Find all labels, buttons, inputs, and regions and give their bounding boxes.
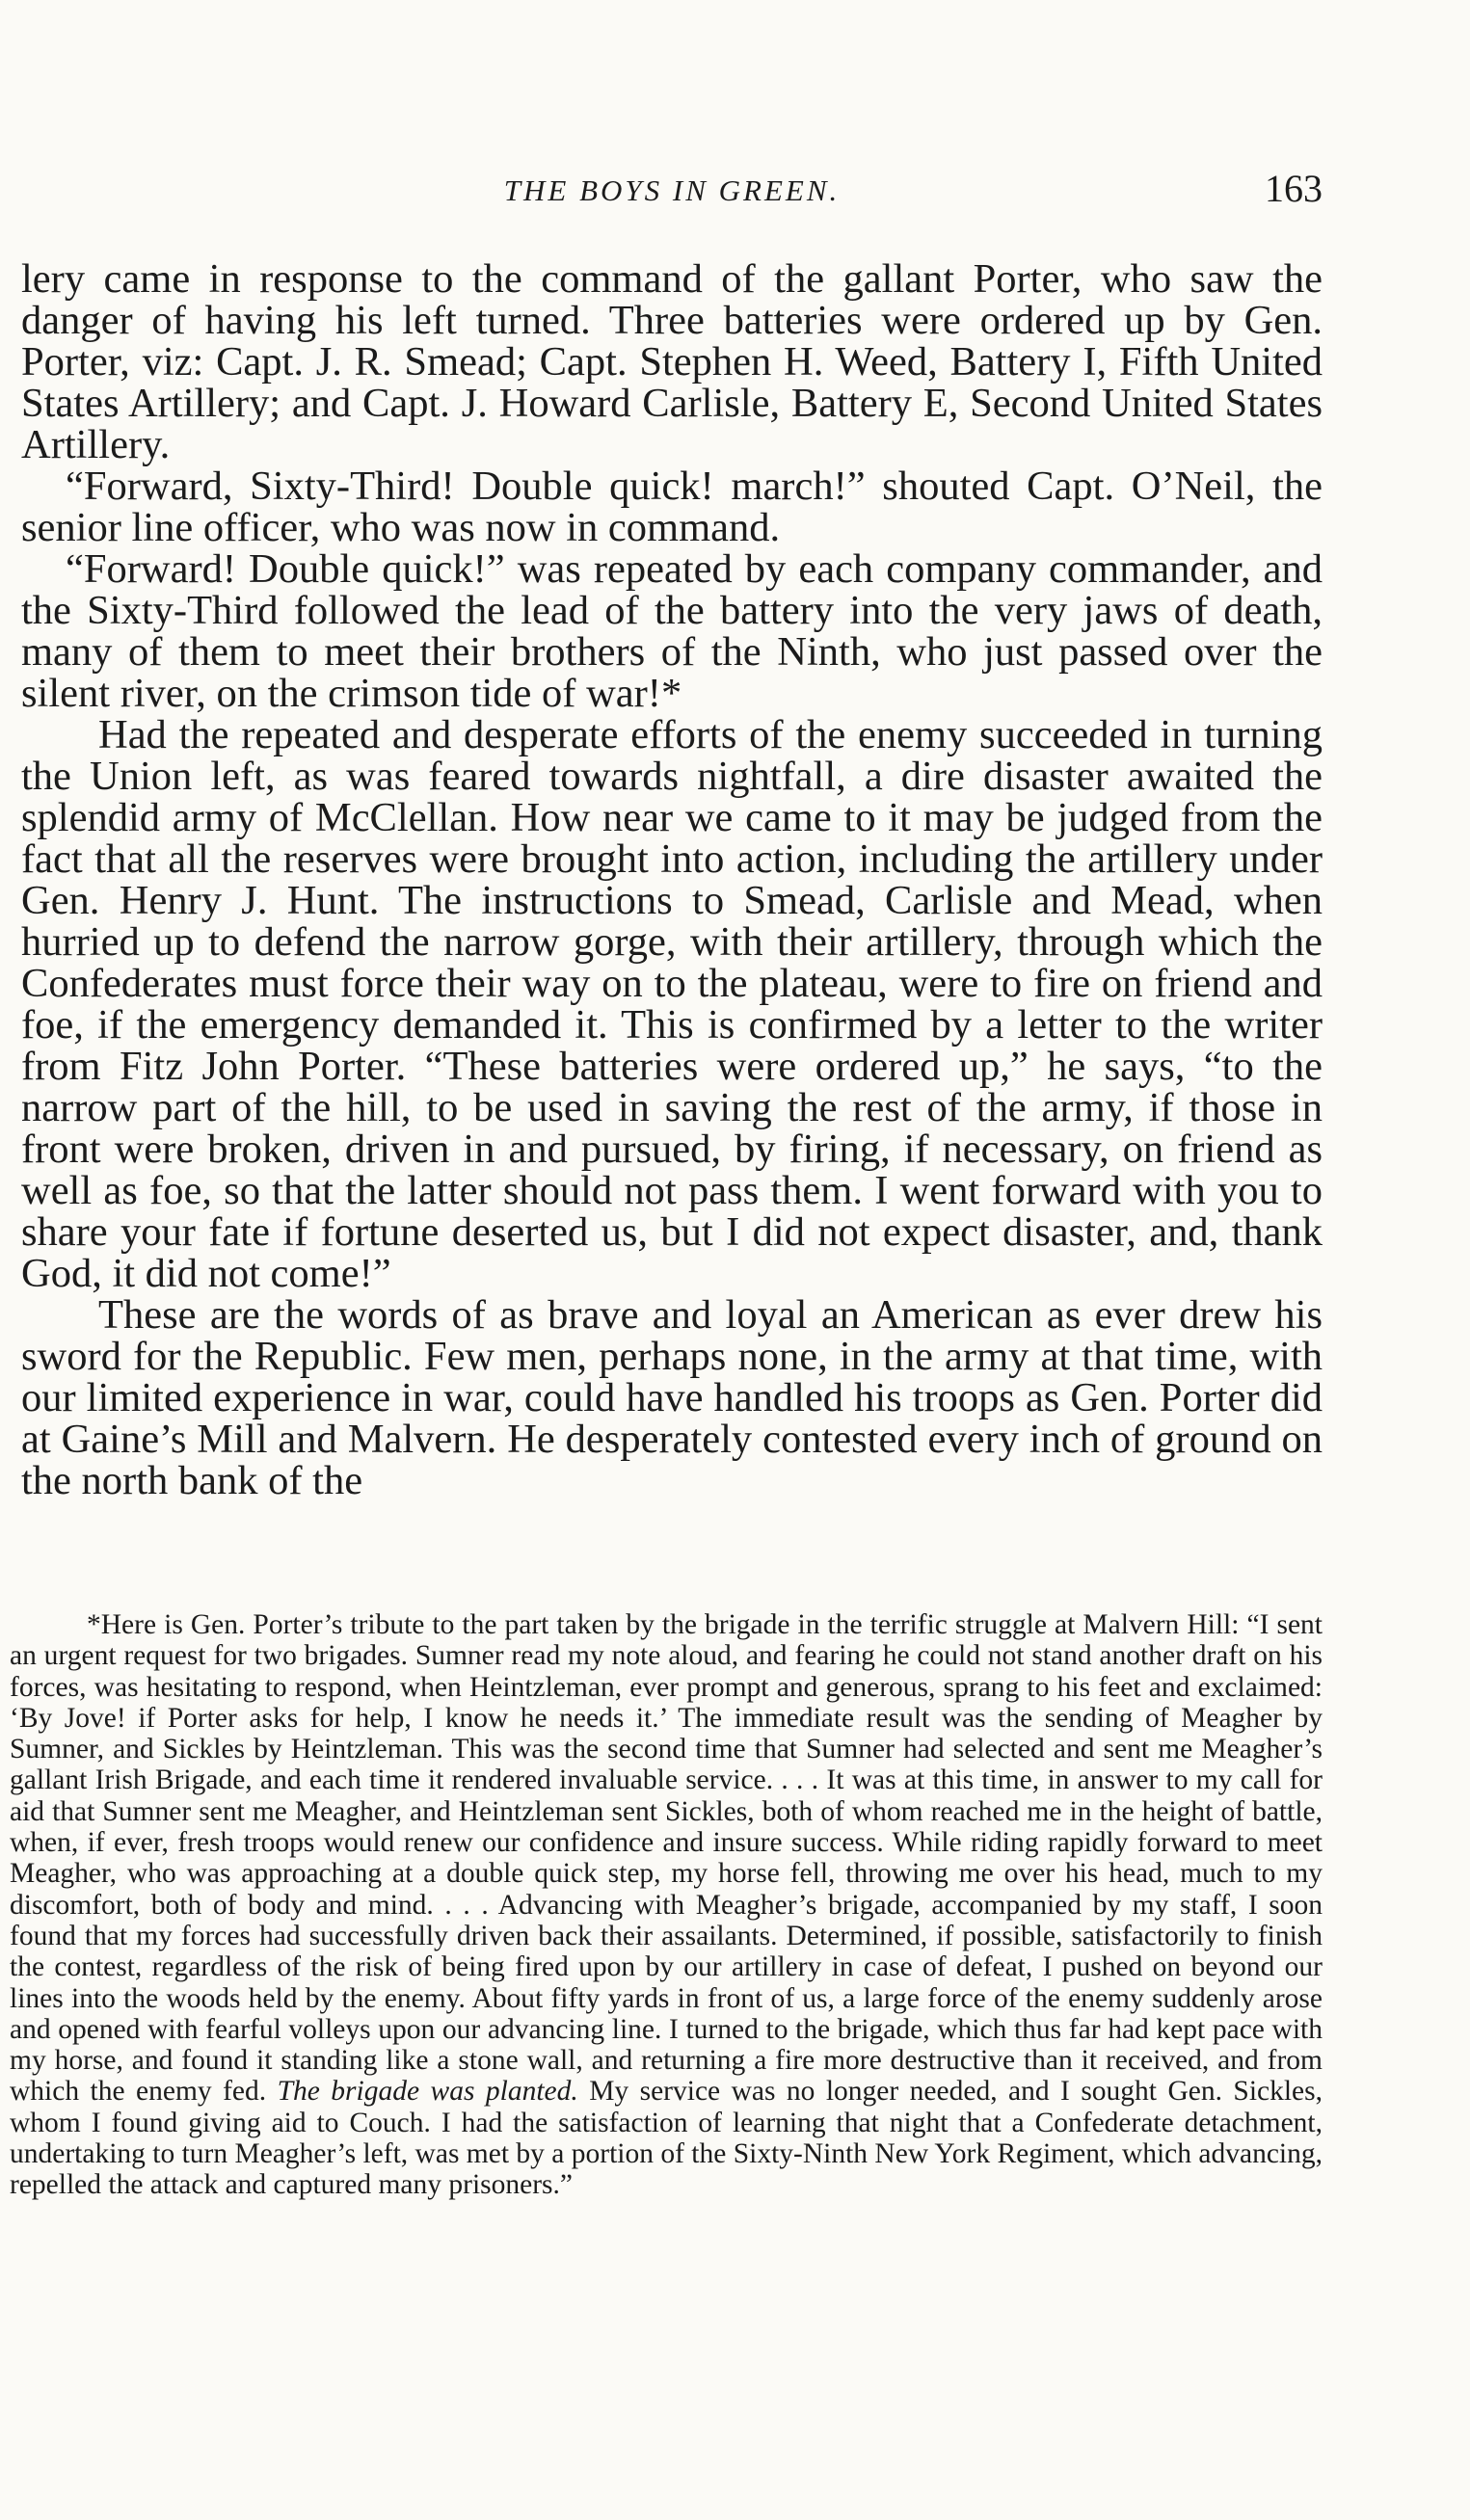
body-paragraph-1: lery came in response to the command of the gallant Porter, who saw the danger of having his left turned. Three batteries were ordered up by Gen. Porter, viz: Capt. J. R. Smead; Capt. Stephen H. Weed, Battery I, Fifth United States Artillery; and Capt. J. Howard Carlisle, Battery E, Second United States Artillery. (21, 256, 1323, 467)
page-header (21, 166, 1323, 214)
footnote-text-part-2: My service was no longer needed, and I sought Gen. Sickles, whom I found giving aid to Couch. I had the satisfaction of learning that night that a Confederate detachment, undertaking to turn Meagher’s left, was met by a portion of the Sixty-Ninth New York Regiment, which advancing, repelled the attack and captured many prisoners.” (10, 2076, 1323, 2201)
running-head: THE BOYS IN GREEN. (503, 173, 841, 207)
page-number: 163 (1265, 167, 1323, 210)
body-paragraph-3: “Forward! Double quick!” was repeated by each company commander, and the Sixty-Third followed the lead of the battery into the very jaws of death, many of them to meet their brothers of the Ninth, who just passed over the silent river, on the crimson tide of war!* (21, 546, 1323, 716)
footnote-paragraph (10, 1609, 1323, 2201)
footnote-italic-text: The brigade was planted. (277, 2076, 578, 2108)
footnote (10, 1609, 1323, 2201)
body-paragraph-5: These are the words of as brave and loyal an American as ever drew his sword for the Republic. Few men, perhaps none, in the army at that time, with our limited experience in war, could have handled his troops as Gen. Porter did at Gaine’s Mill and Malvern. He desperately contested every inch of ground on the north bank of the (21, 1292, 1323, 1503)
footnote-text-part-1: *Here is Gen. Porter’s tribute to the part taken by the brigade in the terrific struggle at Malvern Hill: “I sent an urgent request for two brigades. Sumner read my note aloud, and fearing he could not stand another draft on his forces, was hesitating to respond, when Heintzleman, ever prompt and generous, sprang to his feet and exclaimed: ‘By Jove! if Porter asks for help, I know he needs it.’ The immediate result was the sending of Meagher by Sumner, and Sickles by Heintzleman. This was the second time that Sumner had selected and sent me Meagher’s gallant Irish Brigade, and each time it rendered invaluable service. . . . It was at this time, in answer to my call for aid that Sumner sent me Meagher, and Heintzleman sent Sickles, both of whom reached me in the height of battle, when, if ever, fresh troops would renew our confidence and insure success. While riding rapidly forward to meet Meagher, who was approaching at a double quick step, my horse fell, throwing me over his head, much to my discomfort, both of body and mind. . . . Advancing with Meagher’s brigade, accompanied by my staff, I soon found that my forces had successfully driven back their assailants. Determined, if possible, satisfactorily to finish the contest, regardless of the risk of being fired upon by our artillery in case of defeat, I pushed on beyond our lines into the woods held by the enemy. About fifty yards in front of us, a large force of the enemy suddenly arose and opened with fearful volleys upon our advancing line. I turned to the brigade, which thus far had kept pace with my horse, and found it standing like a stone wall, and returning a fire more destructive than it received, and from which the enemy fed. (10, 1609, 1323, 2108)
body-paragraph-2: “Forward, Sixty-Third! Double quick! march!” shouted Capt. O’Neil, the senior line officer, who was now in command. (21, 464, 1323, 550)
body-paragraph-4: Had the repeated and desperate efforts of the enemy succeeded in turning the Union left, as was feared towards nightfall, a dire disaster awaited the splendid army of McClellan. How near we came to it may be judged from the fact that all the reserves were brought into action, including the artillery under Gen. Henry J. Hunt. The instructions to Smead, Carlisle and Mead, when hurried up to defend the narrow gorge, with their artillery, through which the Confederates must force their way on to the plateau, were to fire on friend and foe, if the emergency demanded it. This is confirmed by a letter to the writer from Fitz John Porter. “These batteries were ordered up,” he says, “to the narrow part of the hill, to be used in saving the rest of the army, if those in front were broken, driven in and pursued, by firing, if necessary, on friend as well as foe, so that the latter should not pass them. I went forward with you to share your fate if fortune deserted us, but I did not expect disaster, and, thank God, it did not come!” (21, 712, 1323, 1296)
body-text (21, 258, 1323, 1501)
